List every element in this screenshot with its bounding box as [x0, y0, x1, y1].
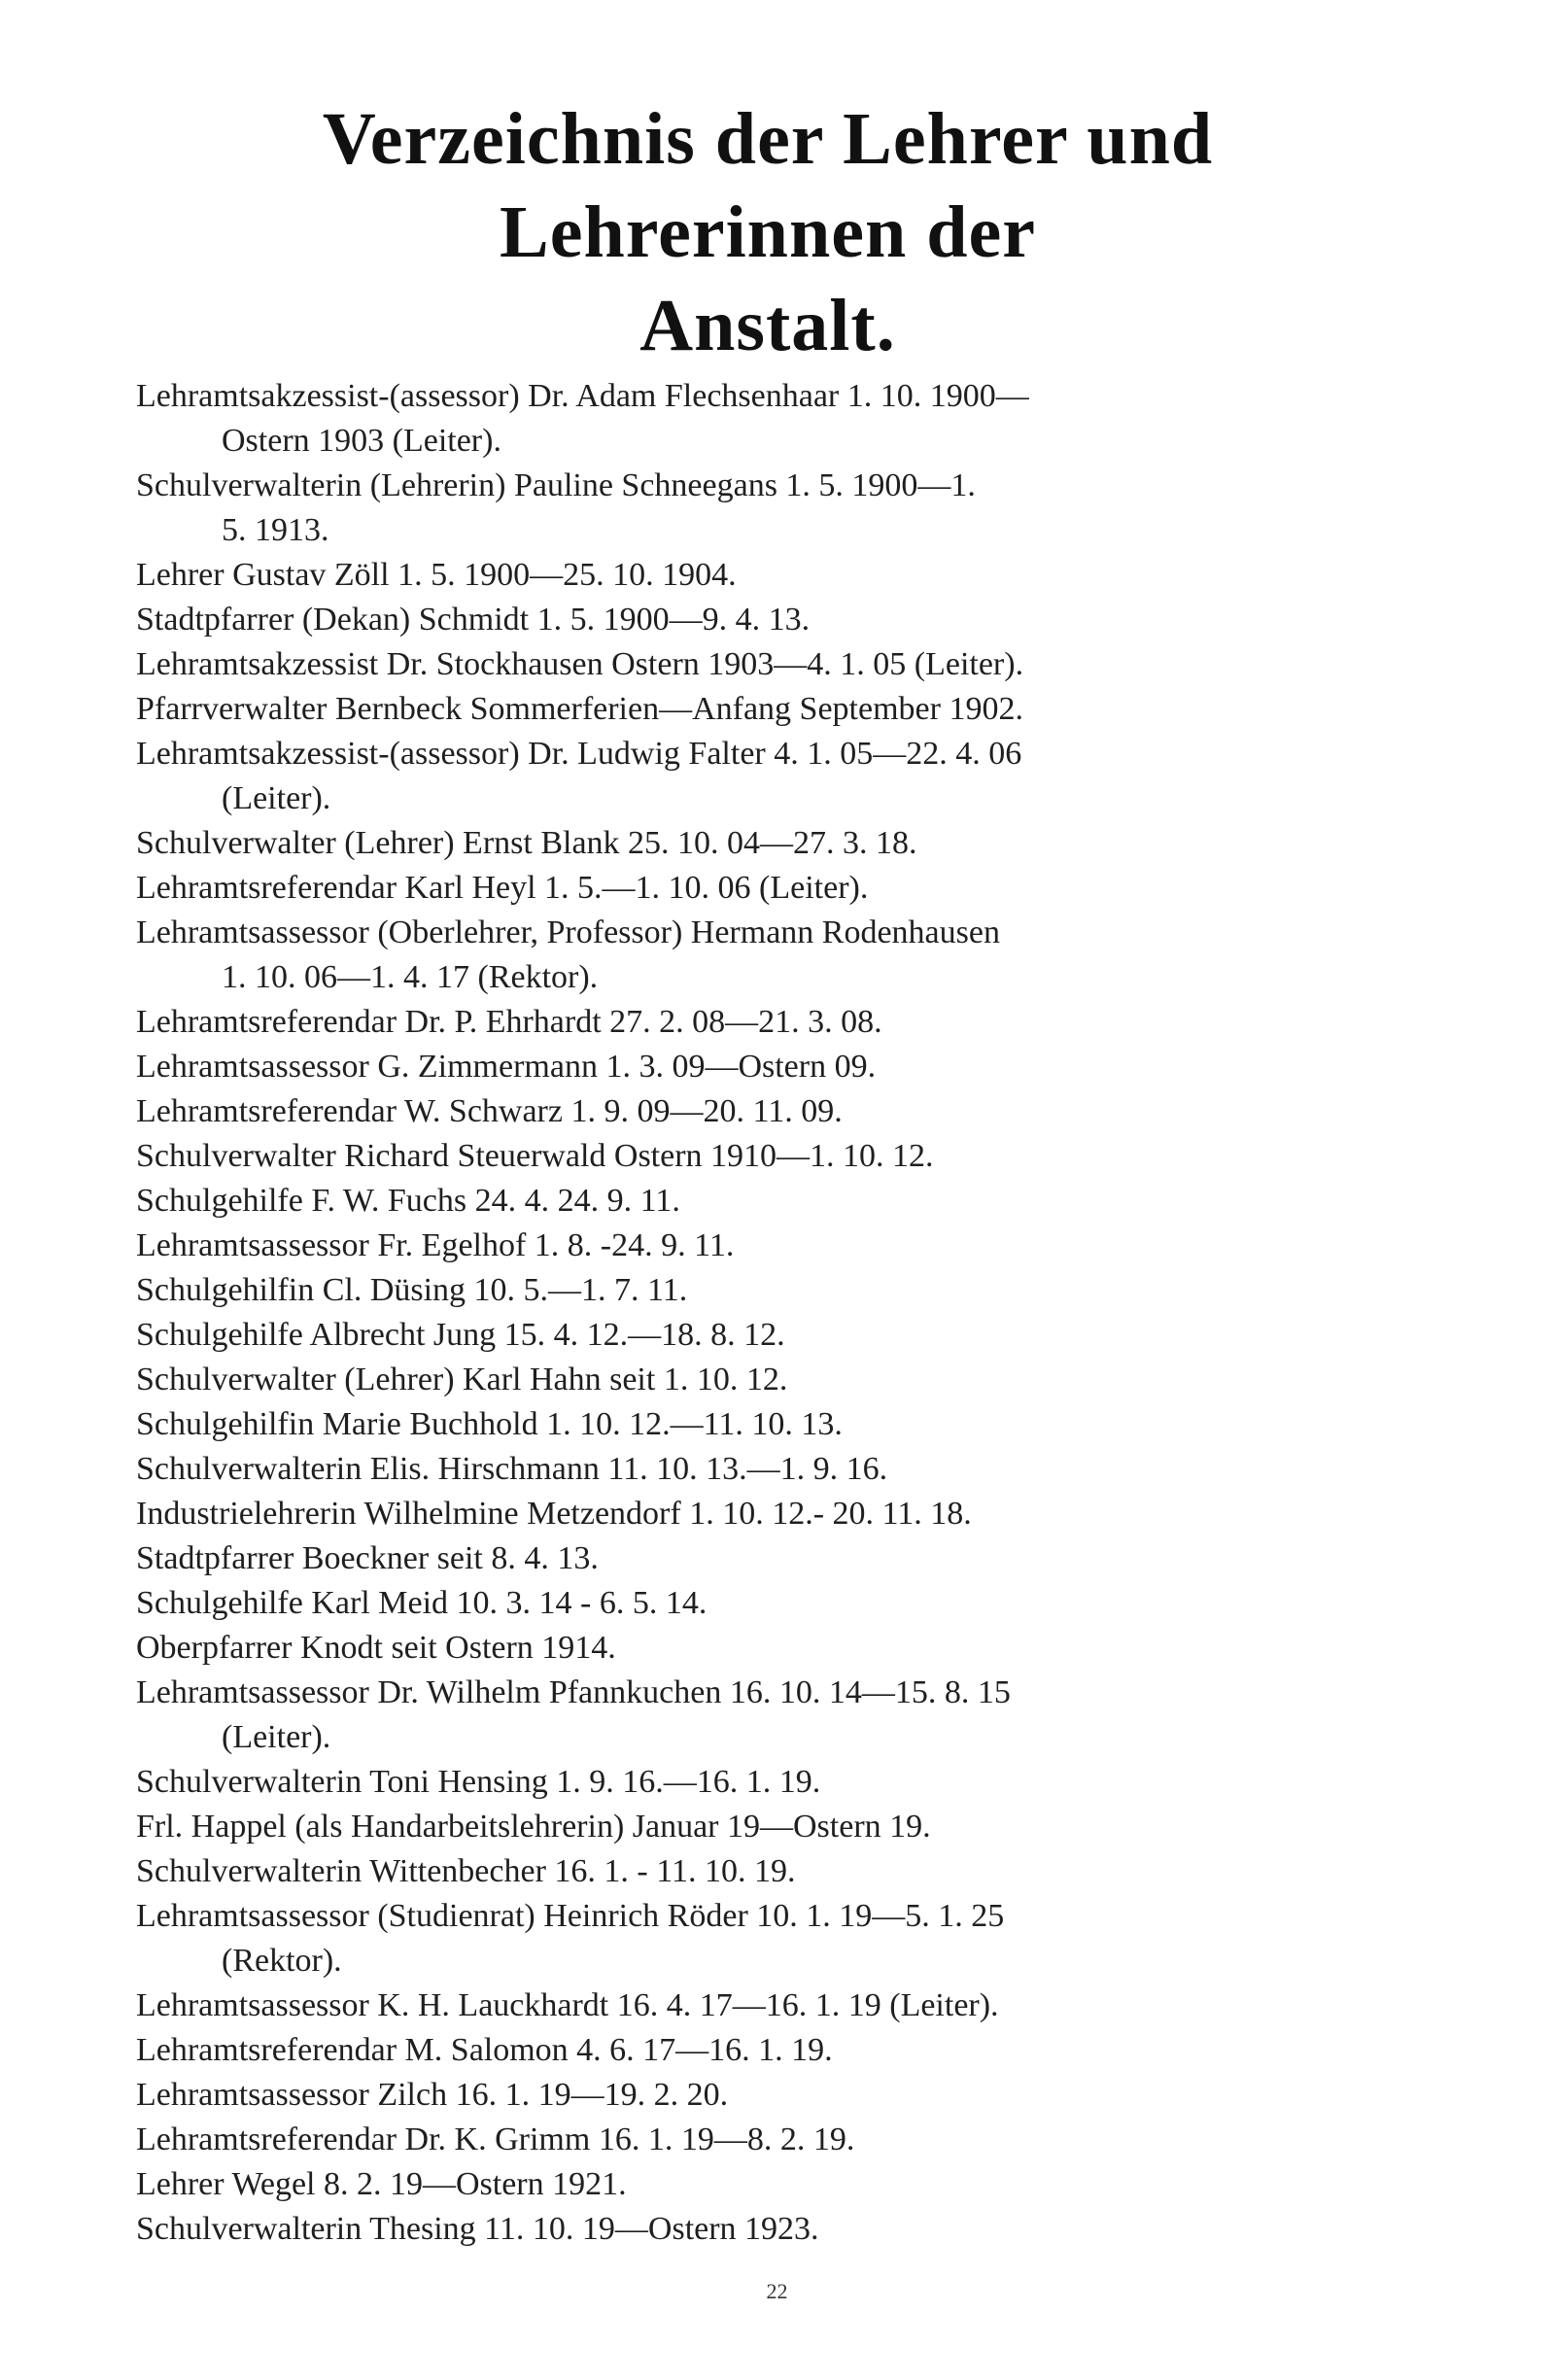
entry-text: Lehramtsassessor Dr. Wilhelm Pfannkuchen 16. 10. 14—15. 8. 15 [136, 1674, 1011, 1710]
entry-text: Schulverwalter Richard Steuerwald Ostern 1910—1. 10. 12. [136, 1138, 934, 1174]
list-item [136, 821, 1419, 866]
list-item [136, 911, 1419, 1000]
entry-continuation: (Leiter). [222, 1719, 331, 1755]
entry-text: Schulgehilfin Cl. Düsing 10. 5.—1. 7. 11. [136, 1272, 688, 1308]
entry-continuation: (Rektor). [222, 1943, 342, 1979]
entry-text: Schulgehilfin Marie Buchhold 1. 10. 12.—11. 10. 13. [136, 1406, 843, 1442]
entry-text: Schulverwalterin Toni Hensing 1. 9. 16.—16. 1. 19. [136, 1764, 821, 1800]
list-item [136, 1805, 1419, 1849]
teacher-list [136, 374, 1419, 2252]
list-item [136, 1224, 1419, 1268]
list-item [136, 732, 1419, 821]
page-title [117, 92, 1419, 372]
list-item [136, 1983, 1419, 2028]
list-item [136, 1626, 1419, 1671]
entry-text: Lehramtsakzessist-(assessor) Dr. Ludwig Falter 4. 1. 05—22. 4. 06 [136, 736, 1022, 772]
entry-text: Lehramtsreferendar W. Schwarz 1. 9. 09—20. 11. 09. [136, 1093, 843, 1129]
entry-text: Lehramtsassessor (Oberlehrer, Professor) Hermann Rodenhausen [136, 914, 1000, 950]
list-item [136, 2207, 1419, 2252]
entry-text: Oberpfarrer Knodt seit Ostern 1914. [136, 1630, 616, 1666]
list-item [136, 1581, 1419, 1626]
entry-text: Industrielehrerin Wilhelmine Metzendorf 1. 10. 12.- 20. 11. 18. [136, 1496, 972, 1532]
list-item [136, 553, 1419, 598]
entry-continuation: 5. 1913. [222, 512, 329, 548]
list-item [136, 1313, 1419, 1358]
list-item [136, 1447, 1419, 1492]
list-item [136, 866, 1419, 911]
title-line-2: Anstalt. [639, 285, 896, 366]
list-item [136, 687, 1419, 732]
entry-text: Stadtpfarrer Boeckner seit 8. 4. 13. [136, 1540, 599, 1576]
list-item [136, 1536, 1419, 1581]
entry-text: Lehrer Wegel 8. 2. 19—Ostern 1921. [136, 2166, 627, 2202]
entry-text: Schulverwalterin Elis. Hirschmann 11. 10. 13.—1. 9. 16. [136, 1451, 888, 1487]
entry-text: Schulverwalter (Lehrer) Karl Hahn seit 1. 10. 12. [136, 1362, 788, 1397]
list-item [136, 2118, 1419, 2162]
page-number: 22 [766, 2279, 788, 2303]
entry-text: Schulverwalter (Lehrer) Ernst Blank 25. 10. 04—27. 3. 18. [136, 825, 917, 861]
entry-text: Lehramtsakzessist-(assessor) Dr. Adam Flechsenhaar 1. 10. 1900— [136, 378, 1029, 414]
entry-text: Schulverwalterin Wittenbecher 16. 1. - 11. 10. 19. [136, 1853, 796, 1889]
entry-text: Lehramtsassessor K. H. Lauckhardt 16. 4. 17—16. 1. 19 (Leiter). [136, 1987, 999, 2023]
entry-text: Frl. Happel (als Handarbeitslehrerin) Januar 19—Ostern 19. [136, 1809, 931, 1845]
list-item [136, 2073, 1419, 2118]
entry-text: Lehramtsreferendar Dr. P. Ehrhardt 27. 2. 08—21. 3. 08. [136, 1004, 882, 1040]
entry-text: Lehramtsassessor Fr. Egelhof 1. 8. -24. 9. 11. [136, 1227, 735, 1263]
entry-text: Lehramtsassessor (Studienrat) Heinrich Röder 10. 1. 19—5. 1. 25 [136, 1898, 1005, 1934]
list-item [136, 1134, 1419, 1179]
entry-text: Stadtpfarrer (Dekan) Schmidt 1. 5. 1900—9. 4. 13. [136, 602, 811, 638]
entry-text: Schulgehilfe F. W. Fuchs 24. 4. 24. 9. 11. [136, 1183, 680, 1219]
entry-text: Schulverwalterin (Lehrerin) Pauline Schneegans 1. 5. 1900—1. [136, 467, 976, 503]
entry-text: Lehramtsassessor G. Zimmermann 1. 3. 09—Ostern 09. [136, 1049, 877, 1085]
entry-text: Lehramtsreferendar M. Salomon 4. 6. 17—16. 1. 19. [136, 2032, 833, 2068]
entry-text: Pfarrverwalter Bernbeck Sommerferien—Anfang September 1902. [136, 691, 1023, 727]
entry-text: Lehramtsreferendar Dr. K. Grimm 16. 1. 19—8. 2. 19. [136, 2121, 855, 2157]
entry-text: Lehrer Gustav Zöll 1. 5. 1900—25. 10. 1904. [136, 557, 737, 593]
list-item [136, 1000, 1419, 1045]
list-item [136, 1492, 1419, 1536]
list-item [136, 642, 1419, 687]
list-item [136, 1894, 1419, 1983]
entry-continuation: 1. 10. 06—1. 4. 17 (Rektor). [222, 959, 599, 995]
entry-text: Lehramtsakzessist Dr. Stockhausen Ostern 1903—4. 1. 05 (Leiter). [136, 646, 1024, 682]
list-item [136, 464, 1419, 553]
list-item [136, 1849, 1419, 1894]
entry-text: Lehramtsassessor Zilch 16. 1. 19—19. 2. 20. [136, 2077, 729, 2113]
entry-text: Schulverwalterin Thesing 11. 10. 19—Ostern 1923. [136, 2211, 819, 2247]
entry-text: Schulgehilfe Karl Meid 10. 3. 14 - 6. 5. 14. [136, 1585, 708, 1621]
title-line-1: Verzeichnis der Lehrer und Lehrerinnen der [322, 98, 1214, 273]
list-item [136, 1402, 1419, 1447]
list-item [136, 598, 1419, 642]
list-item [136, 374, 1419, 464]
list-item [136, 1179, 1419, 1224]
entry-continuation: Ostern 1903 (Leiter). [222, 423, 501, 459]
list-item [136, 2028, 1419, 2073]
list-item [136, 1268, 1419, 1313]
list-item [136, 1671, 1419, 1760]
list-item [136, 1760, 1419, 1805]
entry-text: Lehramtsreferendar Karl Heyl 1. 5.—1. 10. 06 (Leiter). [136, 870, 869, 906]
list-item [136, 2162, 1419, 2207]
list-item [136, 1358, 1419, 1402]
entry-continuation: (Leiter). [222, 780, 331, 816]
entry-text: Schulgehilfe Albrecht Jung 15. 4. 12.—18. 8. 12. [136, 1317, 785, 1353]
list-item [136, 1045, 1419, 1089]
list-item [136, 1089, 1419, 1134]
